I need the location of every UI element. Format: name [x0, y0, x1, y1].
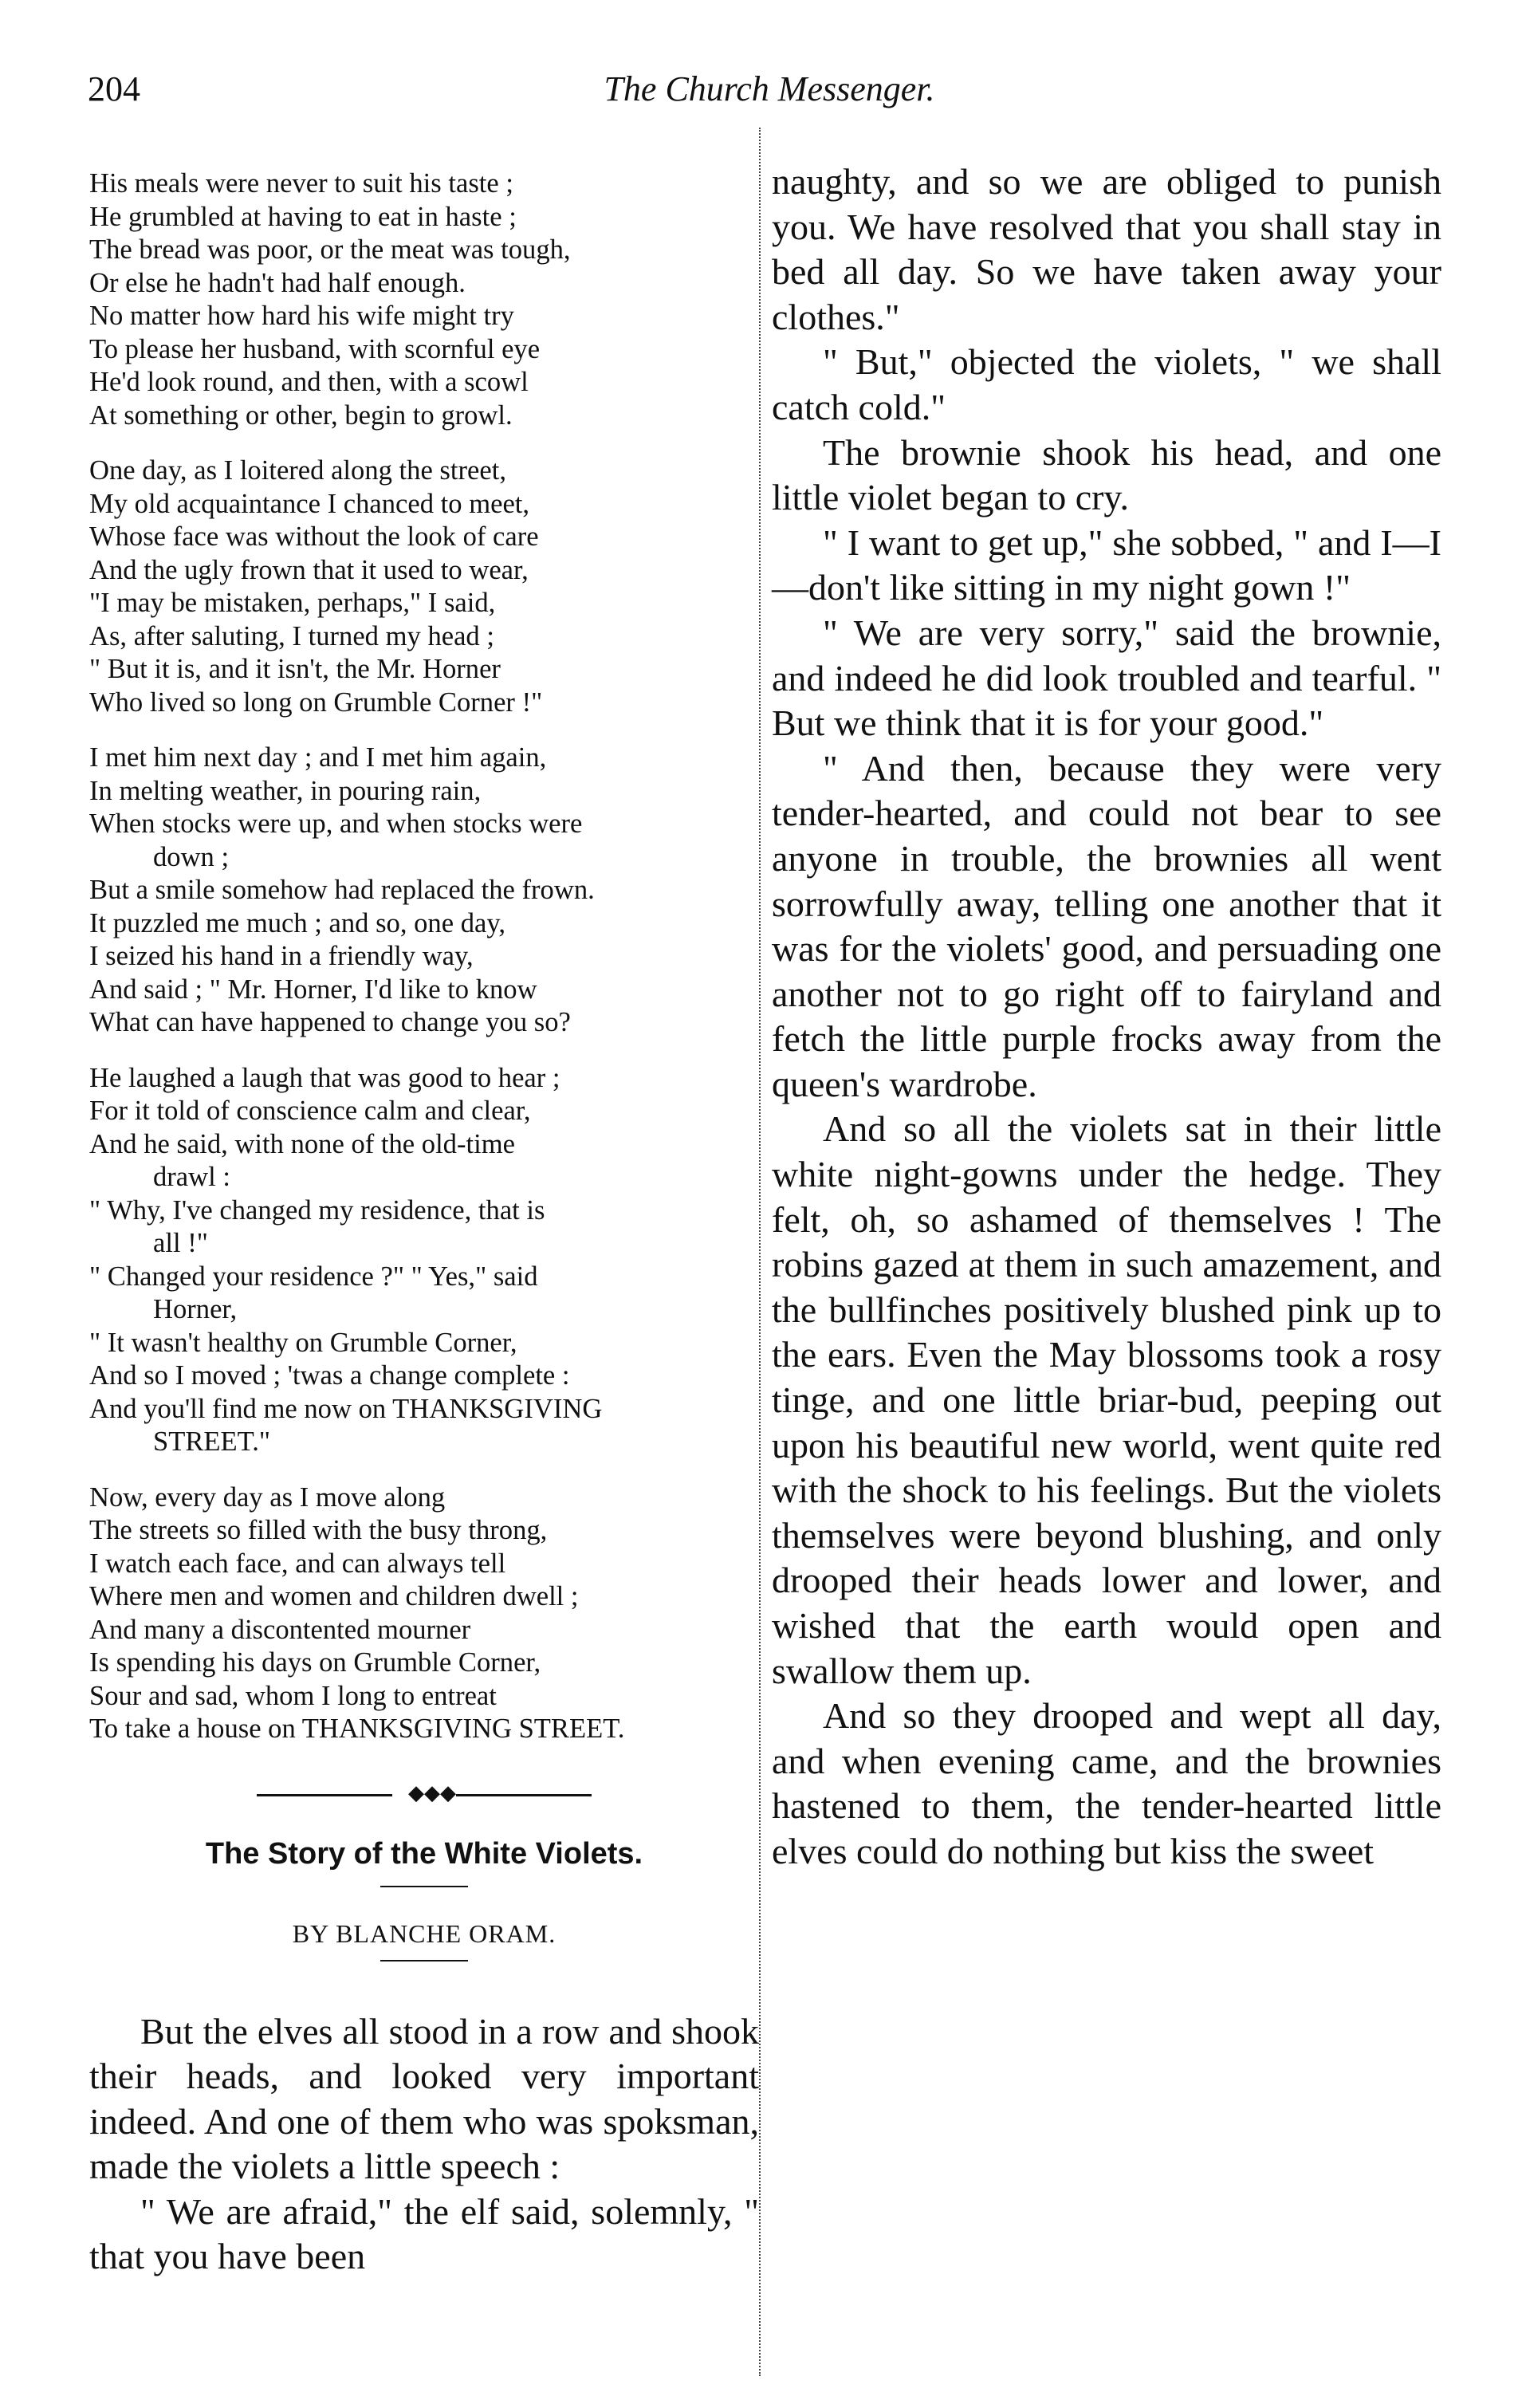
poem-line: " Changed your residence ?" " Yes," said	[89, 1261, 538, 1292]
poem-line: He laughed a laugh that was good to hear ;	[89, 1062, 560, 1093]
story-title: The Story of the White Violets.	[205, 1836, 643, 1871]
poem-line: And you'll find me now on THANKSGIVING	[89, 1393, 603, 1424]
poem-line: Or else he hadn't had half enough.	[89, 267, 466, 298]
story-paragraph: " And then, because they were very tender-hearted, and could not bear to see anyone in trouble, the brownies all went sorrowfully away, telling one another that it was for the violets' good, and persuading one another not to go right off to fairyland and fetch the little purple frocks away from the queen's wardrobe.	[772, 747, 1441, 1104]
poem-line: I seized his hand in a friendly way,	[89, 941, 474, 971]
poem-line: But a smile somehow had replaced the frown.	[89, 875, 595, 905]
story-text-left	[89, 2009, 759, 2280]
story-author: BY BLANCHE ORAM.	[292, 1918, 556, 1948]
poem-stanza	[89, 742, 759, 1040]
poem-line: And so I moved ; 'twas a change complete :	[89, 1360, 570, 1391]
poem-line: He'd look round, and then, with a scowl	[89, 367, 529, 397]
poem-line: To please her husband, with scornful eye	[89, 333, 541, 364]
poem-line: Sour and sad, whom I long to entreat	[89, 1680, 497, 1711]
running-title: The Church Messenger.	[604, 69, 935, 108]
poem-line: And the ugly frown that it used to wear,	[89, 554, 529, 585]
poem-line: What can have happened to change you so?	[89, 1007, 571, 1037]
story-paragraph: " We are afraid," the elf said, solemnly, " that you have been	[89, 2190, 759, 2277]
poem-line: STREET."	[153, 1426, 270, 1457]
divider-bar-left	[257, 1794, 392, 1796]
poem-line: One day, as I loitered along the street,	[89, 455, 506, 486]
poem-line: At something or other, begin to growl.	[89, 399, 513, 431]
story-paragraph: " We are very sorry," said the brownie, and indeed he did look troubled and tearful. " But we think that it is for your good."	[772, 612, 1441, 744]
poem-line: In melting weather, in pouring rain,	[89, 775, 482, 806]
poem-line: Where men and women and children dwell ;	[89, 1581, 579, 1611]
right-column	[772, 159, 1441, 1875]
story-paragraph: And so they drooped and wept all day, and when evening came, and the brownies hastened to them, the tender-hearted little elves could do nothing but kiss the sweet	[772, 1695, 1441, 1871]
left-column	[89, 167, 759, 2280]
poem-line: For it told of conscience calm and clear,	[89, 1096, 531, 1126]
section-divider	[257, 1780, 592, 1807]
diamond-ornament-icon: ◆◆◆	[408, 1780, 456, 1805]
poem	[89, 167, 759, 1746]
column-divider	[759, 128, 761, 2376]
poem-line: And many a discontented mourner	[89, 1614, 471, 1645]
poem-line: "I may be mistaken, perhaps," I said,	[89, 588, 496, 618]
poem-line: The bread was poor, or the meat was tough,	[89, 234, 571, 265]
poem-line: Is spending his days on Grumble Corner,	[89, 1647, 541, 1678]
poem-line: As, after saluting, I turned my head ;	[89, 620, 494, 651]
story-paragraph: The brownie shook his head, and one little violet began to cry.	[772, 431, 1441, 518]
story-paragraph: " But," objected the violets, " we shall catch cold."	[772, 341, 1441, 427]
poem-line: To take a house on THANKSGIVING STREET.	[89, 1714, 625, 1744]
poem-line: No matter how hard his wife might try	[89, 301, 514, 331]
poem-line: My old acquaintance I chanced to meet,	[89, 488, 530, 519]
poem-line: I met him next day ; and I met him again,	[89, 742, 547, 773]
story-paragraph: But the elves all stood in a row and shook their heads, and looked very important indeed. And one of them who was spoksman, made the violets a little speech :	[89, 2010, 759, 2187]
poem-line: Whose face was without the look of care	[89, 521, 539, 552]
poem-line: Now, every day as I move along	[89, 1481, 446, 1513]
poem-line: Horner,	[153, 1294, 238, 1324]
poem-line: He grumbled at having to eat in haste ;	[89, 201, 517, 232]
poem-line: The streets so filled with the busy throng,	[89, 1515, 548, 1545]
poem-stanzas	[89, 167, 759, 1746]
title-rule	[380, 1886, 468, 1887]
poem-line: And said ; " Mr. Horner, I'd like to know	[89, 974, 537, 1005]
poem-line: Who lived so long on Grumble Corner !"	[89, 687, 543, 718]
poem-line: " But it is, and it isn't, the Mr. Horner	[89, 654, 501, 684]
poem-stanza	[89, 454, 759, 719]
poem-line: down ;	[153, 841, 230, 872]
poem-stanza	[89, 1481, 759, 1746]
poem-line: It puzzled me much ; and so, one day,	[89, 907, 506, 938]
poem-line: " Why, I've changed my residence, that is	[89, 1194, 545, 1226]
poem-line: I watch each face, and can always tell	[89, 1548, 506, 1579]
divider-bar-right	[456, 1794, 592, 1796]
story-paragraph: naughty, and so we are obliged to punish you. We have resolved that you shall stay in bed all day. So we have taken away your clothes."	[772, 161, 1441, 337]
page-number: 204	[88, 69, 140, 108]
author-rule	[380, 1960, 468, 1961]
poem-line: And he said, with none of the old-time	[89, 1128, 515, 1159]
poem-line: all !"	[153, 1228, 208, 1258]
poem-line: His meals were never to suit his taste ;	[89, 168, 513, 199]
page-header	[88, 69, 1451, 124]
poem-line: drawl :	[153, 1162, 230, 1192]
poem-line: " It wasn't healthy on Grumble Corner,	[89, 1327, 517, 1358]
story-text-right	[772, 159, 1441, 1875]
poem-stanza	[89, 167, 759, 432]
story-paragraph: And so all the violets sat in their little white night-gowns under the hedge. They felt, oh, so ashamed of themselves ! The robins gazed at them in such amazement, and the bullfinches positively blushed pink up to the ears. Even the May blossoms took a rosy tinge, and one little briar-bud, peeping out upon his beautiful new world, went quite red with the shock to his feelings. But the violets themselves were beyond blushing, and only drooped their heads lower and lower, and wished that the earth would open and swallow them up.	[772, 1108, 1441, 1691]
poem-line: When stocks were up, and when stocks were	[89, 809, 583, 839]
poem-stanza	[89, 1062, 759, 1459]
story-paragraph: " I want to get up," she sobbed, " and I—I—don't like sitting in my night gown !"	[772, 521, 1441, 608]
